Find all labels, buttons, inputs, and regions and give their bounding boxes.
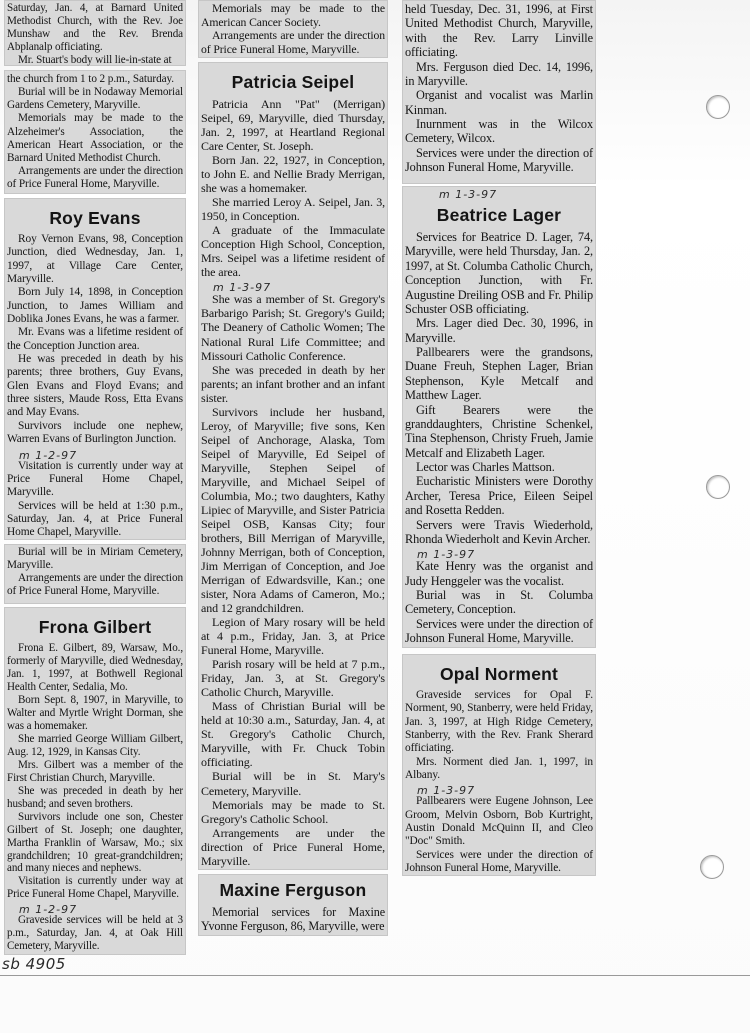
obituary-roy-evans (4, 198, 186, 540)
paragraph: Services were under the direction of Johnson Funeral Home, Maryville. (405, 848, 593, 875)
paragraph: Saturday, Jan. 4, at Barnard United Methodist Church, with the Rev. Joe Munshaw and the Rev. Brenda Abplanalp officiating. (7, 2, 183, 53)
paragraph: Graveside services for Opal F. Norment, 90, Stanberry, were held Friday, Jan. 3, 1997, at High Ridge Cemetery, Stanberry, with the Rev. Frank Sherard officiating. (405, 689, 593, 755)
paragraph: He was preceded in death by his parents; three brothers, Guy Evans, Glen Evans and Floyd Evans; and three sisters, Maude Ross, Etta Evans and May Evans. (7, 353, 183, 419)
paragraph: Born Jan. 22, 1927, in Conception, to John E. and Nellie Brady Merrigan, she was a homemaker. (201, 153, 385, 196)
paragraph: Burial was in St. Columba Cemetery, Conception. (405, 588, 593, 617)
paragraph: Gift Bearers were the granddaughters, Christine Schenkel, Tina Stephenson, Christy Frueh, Jamie Metcalf and Elizabeth Lager. (405, 402, 593, 460)
paragraph: Burial will be in Miriam Cemetery, Maryville. (7, 546, 183, 572)
paragraph: She married George William Gilbert, Aug. 12, 1929, in Kansas City. (7, 732, 183, 758)
paragraph: Survivors include one nephew, Warren Evans of Burlington Junction. (7, 419, 183, 446)
paragraph: Frona E. Gilbert, 89, Warsaw, Mo., formerly of Maryville, died Wednesday, Jan. 1, 1997, at Bothwell Regional Health Center, Sedalia, Mo. (7, 642, 183, 693)
obituary-heading: Maxine Ferguson (219, 880, 367, 900)
obituary-frona-gilbert (4, 607, 186, 955)
paragraph: Arrangements are under the direction of Price Funeral Home, Maryville. (7, 165, 183, 191)
paragraph: Mass of Christian Burial will be held at 10:30 a.m., Saturday, Jan. 4, at St. Gregory's Catholic Church, Maryville, with Fr. Chuck Tobin officiating. (201, 699, 385, 770)
paragraph: Legion of Mary rosary will be held at 4 p.m., Friday, Jan. 3, at Price Funeral Home, Maryville. (201, 615, 385, 658)
handwritten-date-note: m 1-3-97 (439, 188, 498, 201)
page-bottom-edge (0, 975, 750, 976)
obituary-opal-norment (402, 654, 596, 876)
paragraph: Organist and vocalist was Marlin Kinman. (405, 88, 593, 117)
paragraph: A graduate of the Immaculate Conception High School, Conception, Mrs. Seipel was a lifetime resident of the area. (201, 223, 385, 280)
paragraph: Graveside services will be held at 3 p.m., Saturday, Jan. 4, at Oak Hill Cemetery, Maryville. (7, 914, 183, 953)
paragraph: Survivors include her husband, Leroy, of Maryville; five sons, Ken Seipel of Anchorage, Alaska, Tom Seipel of Maryville, Ed Seipel of Maryville, Stephen Seipel of Maryville, and Michael Seipel of Columbia, Mo.; two daughters, Kathy Lipiec of Maryville, and Sister Patricia Seipel OSB, Kansas City; four brothers, Bill Merrigan of Maryville, Johnny Merrigan, both of Conception, Jim Merrigan of Conception, and Joe Merrigan of Edwardsville, Kan.; one sister, Nora Adams of Cameron, Mo.; and 12 grandchildren. (201, 404, 385, 616)
paragraph: Born Sept. 8, 1907, in Maryville, to Walter and Myrtle Wright Dorman, she was a homemaker. (7, 693, 183, 732)
obituary-heading: Beatrice Lager (436, 205, 562, 225)
obituary-heading: Frona Gilbert (38, 617, 152, 637)
paragraph: Memorials may be made to St. Gregory's Catholic School. (201, 797, 385, 826)
paragraph: Services were under the direction of Johnson Funeral Home, Maryville. (405, 145, 593, 175)
obituary-maxine-ferguson-continued (402, 0, 596, 184)
paragraph: held Tuesday, Dec. 31, 1996, at First United Methodist Church, Maryville, with the Rev. Larry Linville officiating. (405, 2, 593, 60)
obituary-heading: Roy Evans (49, 208, 141, 228)
paragraph: Survivors include one son, Chester Gilbert of St. Joseph; one daughter, Martha Franklin of Warsaw, Mo.; six grandchildren; 10 great-grandchildren; and many nieces and nephews. (7, 810, 183, 875)
handwritten-date-note: m 1-3-97 (417, 548, 476, 562)
paragraph: Burial will be in Nodaway Memorial Gardens Cemetery, Maryville. (7, 86, 183, 112)
paragraph: Born July 14, 1898, in Conception Junction, to James William and Doblika Jones Evans, he was a farmer. (7, 286, 183, 326)
paragraph: Kate Henry was the organist and Judy Henggeler was the vocalist. (405, 559, 593, 588)
paragraph: Parish rosary will be held at 7 p.m., Friday, Jan. 3, at St. Gregory's Catholic Church, Maryville. (201, 657, 385, 700)
paragraph: Memorials may be made to the Alzeheimer's Association, the American Heart Association, or the Barnard United Methodist Church. (7, 112, 183, 164)
obituary-heading: Opal Norment (439, 664, 559, 684)
paragraph: Arrangements are under the direction of Price Funeral Home, Maryville. (201, 29, 385, 57)
paragraph: Arrangements are under the direction of Price Funeral Home, Maryville. (7, 572, 183, 598)
paragraph: She married Leroy A. Seipel, Jan. 3, 1950, in Conception. (201, 195, 385, 224)
obituary-heading: Patricia Seipel (231, 72, 355, 92)
paragraph: Services for Beatrice D. Lager, 74, Maryville, were held Thursday, Jan. 2, 1997, at St. Columba Catholic Church, Conception Junction, with Fr. Augustine Dreiling OSB and Fr. Philip Schuster OSB officiating. (405, 230, 593, 316)
clipping-col2-top (198, 0, 388, 58)
scrapbook-number: sb 4905 (2, 955, 66, 973)
paragraph: Pallbearers were the grandsons, Duane Freuh, Stephen Lager, Brian Stephenson, Kyle Metcalf and Matthew Lager. (405, 345, 593, 403)
paragraph: Mrs. Lager died Dec. 30, 1996, in Maryville. (405, 316, 593, 345)
clipping-stuart-continued (4, 70, 186, 194)
paragraph: Mrs. Gilbert was a member of the First Christian Church, Maryville. (7, 758, 183, 784)
paragraph: Servers were Travis Wiederhold, Rhonda Wiederholt and Kevin Archer. (405, 517, 593, 546)
paragraph: Mr. Stuart's body will lie-in-state at (18, 53, 172, 66)
paragraph: Arrangements are under the direction of Price Funeral Home, Maryville. (201, 825, 385, 868)
paragraph: Mrs. Ferguson died Dec. 14, 1996, in Maryville. (405, 59, 593, 88)
binder-punch-hole (706, 475, 730, 499)
handwritten-date-note: m 1-2-97 (19, 448, 78, 462)
clipping-stuart-top (4, 0, 186, 66)
obituary-patricia-seipel (198, 62, 388, 870)
paragraph: Mr. Evans was a lifetime resident of the Conception Junction area. (7, 326, 183, 352)
paragraph: She was preceded in death by her husband; and seven brothers. (7, 784, 183, 810)
paragraph: Inurnment was in the Wilcox Cemetery, Wilcox. (405, 117, 593, 146)
handwritten-date-note: m 1-3-97 (417, 784, 476, 798)
binder-punch-hole (706, 95, 730, 119)
paragraph: Memorial services for Maxine Yvonne Ferguson, 86, Maryville, were (201, 905, 385, 934)
obituary-beatrice-lager (402, 186, 596, 648)
paragraph: Mrs. Norment died Jan. 1, 1997, in Albany. (405, 755, 593, 782)
paragraph: Services will be held at 1:30 p.m., Saturday, Jan. 4, at Price Funeral Home Chapel, Maryville. (7, 499, 183, 539)
paragraph: Lector was Charles Mattson. (416, 460, 555, 474)
paragraph: Roy Vernon Evans, 98, Conception Junction, died Wednesday, Jan. 1, 1997, at Village Care Center, Maryville. (7, 233, 183, 286)
obituary-roy-evans-continued (4, 544, 186, 604)
paragraph: Pallbearers were Eugene Johnson, Lee Groom, Melvin Osborn, Bob Kurtright, Austin Donald McQuinn II, and Cleo "Doc" Smith. (405, 795, 593, 848)
paragraph: Memorials may be made to the American Cancer Society. (201, 2, 385, 29)
handwritten-date-note: m 1-2-97 (19, 903, 78, 917)
paragraph: Visitation is currently under way at Price Funeral Home Chapel, Maryville. (7, 875, 183, 901)
paragraph: Services were under the direction of Johnson Funeral Home, Maryville. (405, 616, 593, 646)
paragraph: Burial will be in St. Mary's Cemetery, Maryville. (201, 769, 385, 798)
paragraph: She was a member of St. Gregory's Barbarigo Parish; St. Gregory's Guild; The Deanery of Catholic Women; The National Rural Life Committee; and Missouri Catholic Conference. (201, 292, 385, 363)
binder-punch-hole (700, 855, 724, 879)
paragraph: the church from 1 to 2 p.m., Saturday. (7, 73, 174, 85)
paragraph: Eucharistic Ministers were Dorothy Archer, Teresa Price, Eileen Seipel and Rosetta Redden. (405, 474, 593, 518)
paragraph: She was preceded in death by her parents; an infant brother and an infant sister. (201, 362, 385, 405)
paragraph: Patricia Ann "Pat" (Merrigan) Seipel, 69, Maryville, died Thursday, Jan. 2, 1997, at Heartland Regional Care Center, St. Joseph. (201, 97, 385, 154)
handwritten-date-note: m 1-3-97 (213, 281, 272, 295)
paragraph: Visitation is currently under way at Price Funeral Home Chapel, Maryville. (7, 459, 183, 499)
obituary-maxine-ferguson (198, 874, 388, 936)
